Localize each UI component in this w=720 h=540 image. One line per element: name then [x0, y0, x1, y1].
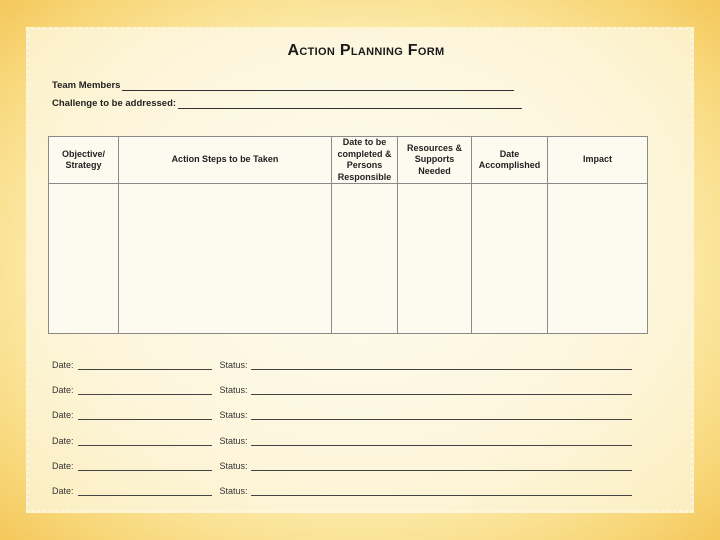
status-row: [52, 461, 632, 471]
status-row: [52, 410, 632, 420]
cell-action-steps[interactable]: [119, 184, 332, 334]
team-members-field: [52, 80, 514, 91]
status-row: [52, 436, 632, 446]
status-row: [52, 486, 632, 496]
cell-resources[interactable]: [398, 184, 472, 334]
status-line[interactable]: [251, 411, 632, 420]
status-label: Status:: [219, 360, 248, 370]
challenge-label: Challenge to be addressed:: [52, 98, 177, 109]
date-label: Date:: [52, 385, 74, 395]
status-line[interactable]: [251, 361, 632, 370]
header-resources: Resources & Supports Needed: [398, 137, 472, 184]
status-row: [52, 385, 632, 395]
form-title: [0, 42, 720, 60]
date-line[interactable]: [78, 487, 212, 496]
cell-date-persons[interactable]: [332, 184, 398, 334]
date-label: Date:: [52, 486, 74, 496]
date-label: Date:: [52, 461, 74, 471]
form-title-text: Action Planning Form: [287, 42, 445, 59]
date-line[interactable]: [78, 386, 212, 395]
table-row: [49, 184, 648, 334]
team-members-label: Team Members: [52, 80, 121, 91]
date-label: Date:: [52, 410, 74, 420]
status-label: Status:: [219, 461, 248, 471]
team-members-line[interactable]: [122, 81, 514, 91]
status-line[interactable]: [251, 487, 632, 496]
date-line[interactable]: [78, 411, 212, 420]
status-label: Status:: [219, 436, 248, 446]
status-line[interactable]: [251, 437, 632, 446]
date-label: Date:: [52, 360, 74, 370]
date-line[interactable]: [78, 462, 212, 471]
date-label: Date:: [52, 436, 74, 446]
cell-impact[interactable]: [548, 184, 648, 334]
header-objective: Objective/ Strategy: [49, 137, 119, 184]
header-date-persons: Date to be completed & Persons Responsible: [332, 137, 398, 184]
status-label: Status:: [219, 385, 248, 395]
challenge-line[interactable]: [178, 99, 522, 109]
table-header-row: [49, 137, 648, 184]
header-action-steps: Action Steps to be Taken: [119, 137, 332, 184]
cell-objective[interactable]: [49, 184, 119, 334]
action-plan-table: [48, 136, 648, 334]
date-line[interactable]: [78, 361, 212, 370]
date-line[interactable]: [78, 437, 212, 446]
status-row: [52, 360, 632, 370]
status-line[interactable]: [251, 386, 632, 395]
status-line[interactable]: [251, 462, 632, 471]
challenge-field: [52, 98, 522, 109]
cell-date-accomplished[interactable]: [472, 184, 548, 334]
header-date-accomplished: Date Accomplished: [472, 137, 548, 184]
header-impact: Impact: [548, 137, 648, 184]
status-label: Status:: [219, 410, 248, 420]
status-label: Status:: [219, 486, 248, 496]
